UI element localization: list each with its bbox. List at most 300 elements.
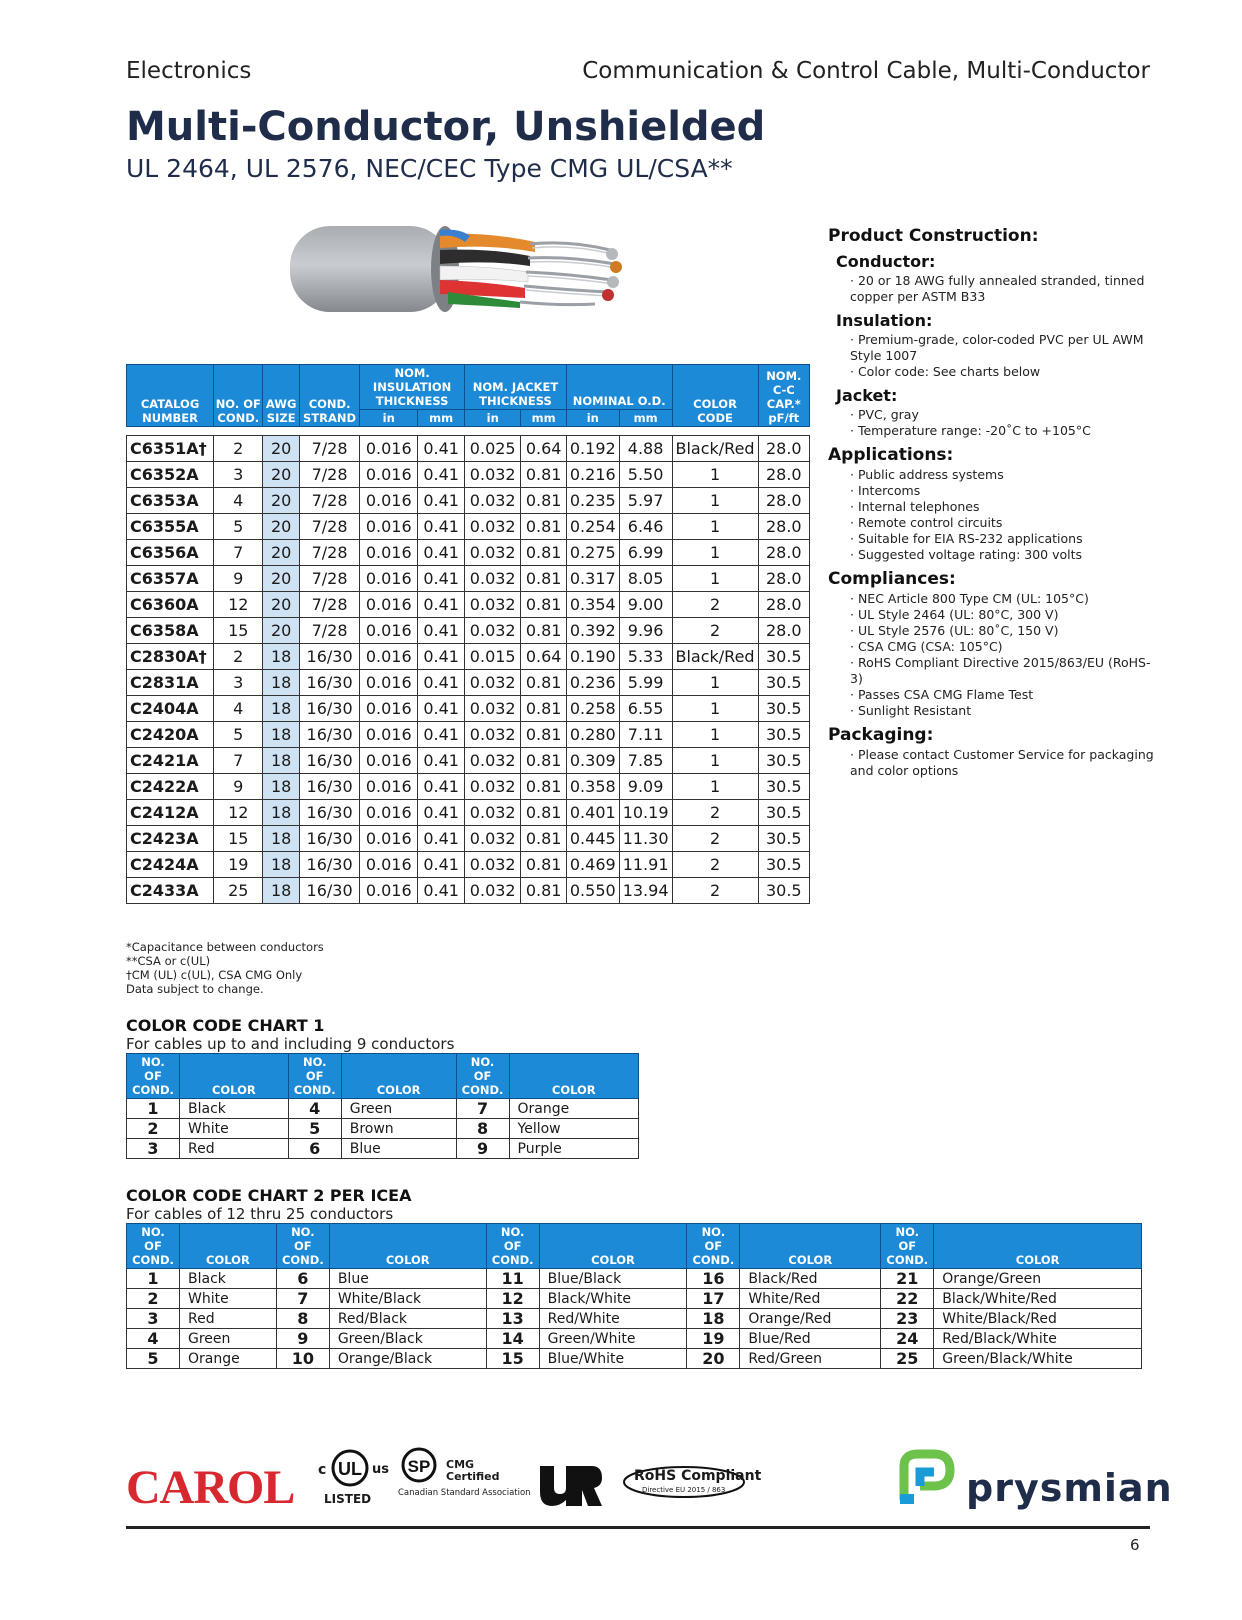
table-cell: 0.016 (360, 644, 418, 670)
cond-number: 4 (288, 1099, 341, 1119)
jacket-list (850, 407, 1158, 439)
table-row (127, 852, 810, 878)
color-name: Black/White (539, 1289, 687, 1309)
col-cond: NO. OF COND. (456, 1054, 509, 1099)
color-name: White/Red (740, 1289, 881, 1309)
cond-number: 12 (486, 1289, 539, 1309)
unit-mm: mm (619, 410, 672, 427)
packaging-list (850, 747, 1158, 779)
color-name: Red/Black (329, 1309, 486, 1329)
color-name: White (180, 1289, 277, 1309)
color-name: Green/White (539, 1329, 687, 1349)
color-name: Orange/Red (740, 1309, 881, 1329)
table-row (127, 1269, 1142, 1289)
table-row (127, 696, 810, 722)
table-cell: 7.11 (619, 722, 672, 748)
table-cell: 1 (672, 462, 758, 488)
table-cell: 11.30 (619, 826, 672, 852)
table-cell: C6355A (127, 514, 214, 540)
table-cell: 15 (214, 618, 263, 644)
col-cond: NO. OF COND. (881, 1224, 934, 1269)
table-cell: 0.280 (566, 722, 619, 748)
table-cell: 0.032 (465, 488, 521, 514)
table-cell: 0.235 (566, 488, 619, 514)
ul-listed-text: LISTED (324, 1492, 372, 1506)
table-cell: 30.5 (758, 696, 809, 722)
table-cell: 16/30 (299, 748, 359, 774)
table-cell: 1 (672, 488, 758, 514)
table-cell: 0.41 (418, 826, 465, 852)
table-cell: 0.41 (418, 514, 465, 540)
table-cell: 20 (263, 436, 300, 462)
table-cell: 28.0 (758, 488, 809, 514)
ul-us-mark: us (372, 1462, 389, 1477)
color-chart-1 (126, 1016, 639, 1159)
list-item: · Sunlight Resistant (850, 703, 1158, 719)
compliances-heading: Compliances: (828, 569, 956, 589)
table-cell: 16/30 (299, 800, 359, 826)
table-cell: C2830A† (127, 644, 214, 670)
table-row (127, 1099, 639, 1119)
table-cell: 6.99 (619, 540, 672, 566)
table-cell: 7/28 (299, 436, 359, 462)
conductor-list (850, 273, 1158, 305)
col-catalog: CATALOG NUMBER (127, 365, 214, 427)
note: *Capacitance between conductors (126, 940, 324, 954)
table-cell: 0.309 (566, 748, 619, 774)
ul-listed-logo (318, 1448, 388, 1514)
color-name: White (180, 1119, 289, 1139)
table-cell: 30.5 (758, 800, 809, 826)
table-cell: 9 (214, 566, 263, 592)
cable-illustration (290, 222, 650, 322)
table-cell: 2 (672, 800, 758, 826)
table-cell: 4.88 (619, 436, 672, 462)
table-cell: 1 (672, 514, 758, 540)
table-row (127, 566, 810, 592)
table-cell: C2422A (127, 774, 214, 800)
table-cell: 0.81 (521, 488, 566, 514)
table-cell: 18 (263, 826, 300, 852)
table-cell: 16/30 (299, 696, 359, 722)
color-name: Blue (329, 1269, 486, 1289)
cond-number: 9 (276, 1329, 329, 1349)
page-number: 6 (1130, 1536, 1140, 1554)
table-cell: 28.0 (758, 436, 809, 462)
rohs-sub-text: Directive EU 2015 / 863 (642, 1486, 726, 1494)
table-cell: 0.032 (465, 592, 521, 618)
table-cell: 30.5 (758, 748, 809, 774)
color-name: White/Black/Red (934, 1309, 1142, 1329)
table-cell: 0.81 (521, 852, 566, 878)
col-color: COLOR (934, 1224, 1142, 1269)
table-cell: 28.0 (758, 514, 809, 540)
table-cell: 0.550 (566, 878, 619, 904)
cond-number: 7 (276, 1289, 329, 1309)
table-cell: 0.016 (360, 514, 418, 540)
svg-text:UL: UL (338, 1459, 362, 1479)
table-cell: 5 (214, 722, 263, 748)
list-item: · Color code: See charts below (850, 364, 1158, 380)
list-item: · PVC, gray (850, 407, 1158, 423)
cond-number: 15 (486, 1349, 539, 1369)
cond-number: 2 (127, 1119, 180, 1139)
table-cell: 2 (672, 826, 758, 852)
table-cell: 6.46 (619, 514, 672, 540)
table-cell: 4 (214, 696, 263, 722)
cond-number: 6 (288, 1139, 341, 1159)
color-name: Blue/Red (740, 1329, 881, 1349)
table-row (127, 644, 810, 670)
table-cell: 0.025 (465, 436, 521, 462)
applications-list (850, 467, 1158, 563)
footer-divider (126, 1526, 1150, 1529)
rohs-logo (620, 1464, 762, 1500)
table-cell: 0.41 (418, 436, 465, 462)
table-notes (126, 940, 324, 996)
ul-c-mark: c (318, 1462, 327, 1478)
table-cell: 30.5 (758, 722, 809, 748)
table-cell: 0.41 (418, 488, 465, 514)
table-cell: 0.445 (566, 826, 619, 852)
table-cell: 16/30 (299, 670, 359, 696)
table-cell: 0.81 (521, 462, 566, 488)
table-cell: 0.41 (418, 618, 465, 644)
table-cell: 20 (263, 540, 300, 566)
color-name: Brown (341, 1119, 456, 1139)
table-cell: 18 (263, 800, 300, 826)
cond-number: 5 (127, 1349, 180, 1369)
table-cell: Black/Red (672, 436, 758, 462)
color-name: Red (180, 1309, 277, 1329)
cond-number: 9 (456, 1139, 509, 1159)
table-cell: 13.94 (619, 878, 672, 904)
spec-table (126, 364, 810, 904)
unit-in: in (566, 410, 619, 427)
cond-number: 8 (276, 1309, 329, 1329)
table-cell: 30.5 (758, 826, 809, 852)
col-color: COLOR (180, 1054, 289, 1099)
col-cap: NOM. C-C CAP.* pF/ft (758, 365, 809, 427)
table-cell: C6358A (127, 618, 214, 644)
list-item: · Suitable for EIA RS-232 applications (850, 531, 1158, 547)
table-cell: 0.401 (566, 800, 619, 826)
table-cell: 0.64 (521, 436, 566, 462)
table-row (127, 514, 810, 540)
table-cell: 1 (672, 540, 758, 566)
table-row (127, 774, 810, 800)
table-cell: 1 (672, 722, 758, 748)
list-item: · Temperature range: -20˚C to +105°C (850, 423, 1158, 439)
csa-logo (398, 1446, 531, 1516)
table-cell: 20 (263, 462, 300, 488)
col-color: COLOR (539, 1224, 687, 1269)
table-cell: 18 (263, 722, 300, 748)
table-cell: 2 (672, 852, 758, 878)
table-cell: 0.81 (521, 774, 566, 800)
table-cell: 0.032 (465, 852, 521, 878)
table-cell: 7/28 (299, 618, 359, 644)
table-row (127, 722, 810, 748)
csa-cmg-text: CMG (446, 1458, 475, 1471)
table-cell: 0.41 (418, 566, 465, 592)
table-cell: 5.99 (619, 670, 672, 696)
table-row (127, 800, 810, 826)
svg-text:SP: SP (407, 1457, 431, 1476)
table-cell: C6351A† (127, 436, 214, 462)
table-cell: 0.392 (566, 618, 619, 644)
col-color: COLOR (329, 1224, 486, 1269)
table-cell: 0.81 (521, 540, 566, 566)
table-cell: 18 (263, 774, 300, 800)
list-item: · UL Style 2464 (UL: 80°C, 300 V) (850, 607, 1158, 623)
cond-number: 22 (881, 1289, 934, 1309)
jacket-heading: Jacket: (836, 386, 898, 405)
col-cond: NO. OF COND. (127, 1224, 180, 1269)
table-cell: 0.032 (465, 514, 521, 540)
table-cell: 0.016 (360, 540, 418, 566)
table-cell: 0.81 (521, 800, 566, 826)
cond-number: 1 (127, 1099, 180, 1119)
table-cell: 0.41 (418, 670, 465, 696)
table-cell: 0.41 (418, 462, 465, 488)
table-cell: 0.41 (418, 696, 465, 722)
cond-number: 6 (276, 1269, 329, 1289)
table-cell: C2420A (127, 722, 214, 748)
construction-heading: Product Construction: (828, 226, 1039, 246)
table-cell: 0.016 (360, 774, 418, 800)
cond-number: 4 (127, 1329, 180, 1349)
col-color: COLOR (509, 1054, 638, 1099)
rohs-text: RoHS Compliant (634, 1468, 762, 1484)
table-cell: 0.032 (465, 540, 521, 566)
table-cell: 0.354 (566, 592, 619, 618)
list-item: · NEC Article 800 Type CM (UL: 105°C) (850, 591, 1158, 607)
table-cell: 0.41 (418, 540, 465, 566)
col-ins: NOM. INSULATION THICKNESS (360, 365, 465, 410)
csa-circle-icon (400, 1446, 438, 1484)
table-cell: 0.032 (465, 800, 521, 826)
table-row (127, 1309, 1142, 1329)
table-cell: 0.016 (360, 436, 418, 462)
table-cell: C6353A (127, 488, 214, 514)
cond-number: 5 (288, 1119, 341, 1139)
table-cell: 0.016 (360, 878, 418, 904)
carol-logo: CAROL (126, 1461, 295, 1514)
table-cell: 30.5 (758, 670, 809, 696)
table-cell: 0.016 (360, 852, 418, 878)
col-cond: NO. OF COND. (288, 1054, 341, 1099)
color-name: Black (180, 1269, 277, 1289)
table-cell: C6356A (127, 540, 214, 566)
table-cell: 0.032 (465, 462, 521, 488)
color-name: Orange/Black (329, 1349, 486, 1369)
table-cell: 7 (214, 748, 263, 774)
table-cell: 0.016 (360, 800, 418, 826)
table-cell: 8.05 (619, 566, 672, 592)
table-cell: 9.96 (619, 618, 672, 644)
table-cell: 7/28 (299, 566, 359, 592)
list-item: · Premium-grade, color-coded PVC per UL AWM Style 1007 (850, 332, 1158, 364)
table-cell: 30.5 (758, 644, 809, 670)
unit-in: in (465, 410, 521, 427)
cond-number: 21 (881, 1269, 934, 1289)
chart2-subtitle: For cables of 12 thru 25 conductors (126, 1205, 394, 1223)
table-cell: C2423A (127, 826, 214, 852)
color-chart-2 (126, 1186, 1142, 1369)
color-name: Green/Black (329, 1329, 486, 1349)
table-cell: 18 (263, 852, 300, 878)
unit-in: in (360, 410, 418, 427)
table-cell: 0.016 (360, 592, 418, 618)
prysmian-mark-icon (896, 1448, 958, 1508)
table-cell: 28.0 (758, 540, 809, 566)
table-row (127, 1349, 1142, 1369)
table-cell: 12 (214, 800, 263, 826)
color-name: Blue (341, 1139, 456, 1159)
table-cell: 16/30 (299, 774, 359, 800)
table-cell: 7.85 (619, 748, 672, 774)
table-cell: 0.016 (360, 488, 418, 514)
col-strand: COND. STRAND (299, 365, 359, 427)
cond-number: 17 (687, 1289, 740, 1309)
table-row (127, 488, 810, 514)
conductor-heading: Conductor: (836, 252, 936, 271)
table-cell: 28.0 (758, 566, 809, 592)
prysmian-logo: prysmian (966, 1466, 1173, 1510)
table-cell: 2 (214, 436, 263, 462)
list-item: · Suggested voltage rating: 300 volts (850, 547, 1158, 563)
csa-name-text: Canadian Standard Association (398, 1488, 531, 1498)
table-row (127, 592, 810, 618)
table-cell: C2421A (127, 748, 214, 774)
table-cell: 0.81 (521, 566, 566, 592)
cond-number: 16 (687, 1269, 740, 1289)
col-awg: AWG SIZE (263, 365, 300, 427)
note: Data subject to change. (126, 982, 264, 996)
ul-circle-icon (330, 1448, 370, 1488)
table-cell: 0.41 (418, 852, 465, 878)
table-row (127, 1329, 1142, 1349)
table-cell: 0.016 (360, 722, 418, 748)
list-item: · Please contact Customer Service for packaging and color options (850, 747, 1158, 779)
table-cell: 0.192 (566, 436, 619, 462)
color-name: Black/White/Red (934, 1289, 1142, 1309)
table-cell: 3 (214, 462, 263, 488)
compliances-list (850, 591, 1158, 719)
table-cell: 0.032 (465, 618, 521, 644)
table-cell: 0.81 (521, 670, 566, 696)
ur-recognized-icon (534, 1462, 604, 1506)
table-cell: 9 (214, 774, 263, 800)
table-cell: C2424A (127, 852, 214, 878)
table-cell: 25 (214, 878, 263, 904)
table-row (127, 748, 810, 774)
note: **CSA or c(UL) (126, 954, 211, 968)
table-cell: 0.016 (360, 566, 418, 592)
table-row (127, 1289, 1142, 1309)
packaging-heading: Packaging: (828, 725, 934, 745)
table-cell: 2 (672, 592, 758, 618)
table-cell: 9.00 (619, 592, 672, 618)
table-cell: 30.5 (758, 878, 809, 904)
table-cell: 0.469 (566, 852, 619, 878)
table-cell: 0.016 (360, 696, 418, 722)
table-cell: 0.358 (566, 774, 619, 800)
table-cell: 0.254 (566, 514, 619, 540)
table-row (127, 436, 810, 462)
table-cell: 11.91 (619, 852, 672, 878)
table-cell: C6357A (127, 566, 214, 592)
table-cell: 0.016 (360, 826, 418, 852)
col-color: COLOR (180, 1224, 277, 1269)
chart1-subtitle: For cables up to and including 9 conductors (126, 1035, 455, 1053)
table-cell: 0.41 (418, 722, 465, 748)
table-cell: 2 (672, 878, 758, 904)
table-cell: 9.09 (619, 774, 672, 800)
table-cell: 15 (214, 826, 263, 852)
cond-number: 23 (881, 1309, 934, 1329)
table-cell: 0.317 (566, 566, 619, 592)
table-cell: 18 (263, 748, 300, 774)
col-color: COLOR (740, 1224, 881, 1269)
table-cell: 7/28 (299, 462, 359, 488)
list-item: · Intercoms (850, 483, 1158, 499)
unit-mm: mm (418, 410, 465, 427)
table-cell: C6360A (127, 592, 214, 618)
col-cond: NO. OF COND. (127, 1054, 180, 1099)
color-name: White/Black (329, 1289, 486, 1309)
col-cond: NO. OF COND. (276, 1224, 329, 1269)
table-cell: 0.41 (418, 800, 465, 826)
color-name: Black/Red (740, 1269, 881, 1289)
table-cell: C2412A (127, 800, 214, 826)
table-cell: 0.81 (521, 878, 566, 904)
table-cell: 0.236 (566, 670, 619, 696)
chart2-table (126, 1223, 1142, 1369)
cond-number: 18 (687, 1309, 740, 1329)
table-cell: 0.016 (360, 462, 418, 488)
color-name: Blue/Black (539, 1269, 687, 1289)
csa-cert-text: Certified (446, 1470, 500, 1483)
table-cell: 5 (214, 514, 263, 540)
applications-heading: Applications: (828, 445, 954, 465)
table-cell: 20 (263, 514, 300, 540)
table-cell: 0.032 (465, 748, 521, 774)
table-cell: C2404A (127, 696, 214, 722)
cond-number: 7 (456, 1099, 509, 1119)
table-cell: 18 (263, 670, 300, 696)
table-cell: 7/28 (299, 514, 359, 540)
table-row (127, 462, 810, 488)
table-cell: Black/Red (672, 644, 758, 670)
table-cell: 5.33 (619, 644, 672, 670)
table-cell: 5.97 (619, 488, 672, 514)
table-cell: 16/30 (299, 878, 359, 904)
table-cell: 18 (263, 878, 300, 904)
col-cond: NO. OF COND. (486, 1224, 539, 1269)
chart1-table (126, 1053, 639, 1159)
color-name: Purple (509, 1139, 638, 1159)
table-cell: 18 (263, 644, 300, 670)
table-cell: 20 (263, 592, 300, 618)
table-cell: 0.032 (465, 566, 521, 592)
table-cell: 12 (214, 592, 263, 618)
color-name: Yellow (509, 1119, 638, 1139)
table-cell: 0.81 (521, 592, 566, 618)
col-od: NOMINAL O.D. (566, 365, 672, 410)
color-name: Red/Black/White (934, 1329, 1142, 1349)
